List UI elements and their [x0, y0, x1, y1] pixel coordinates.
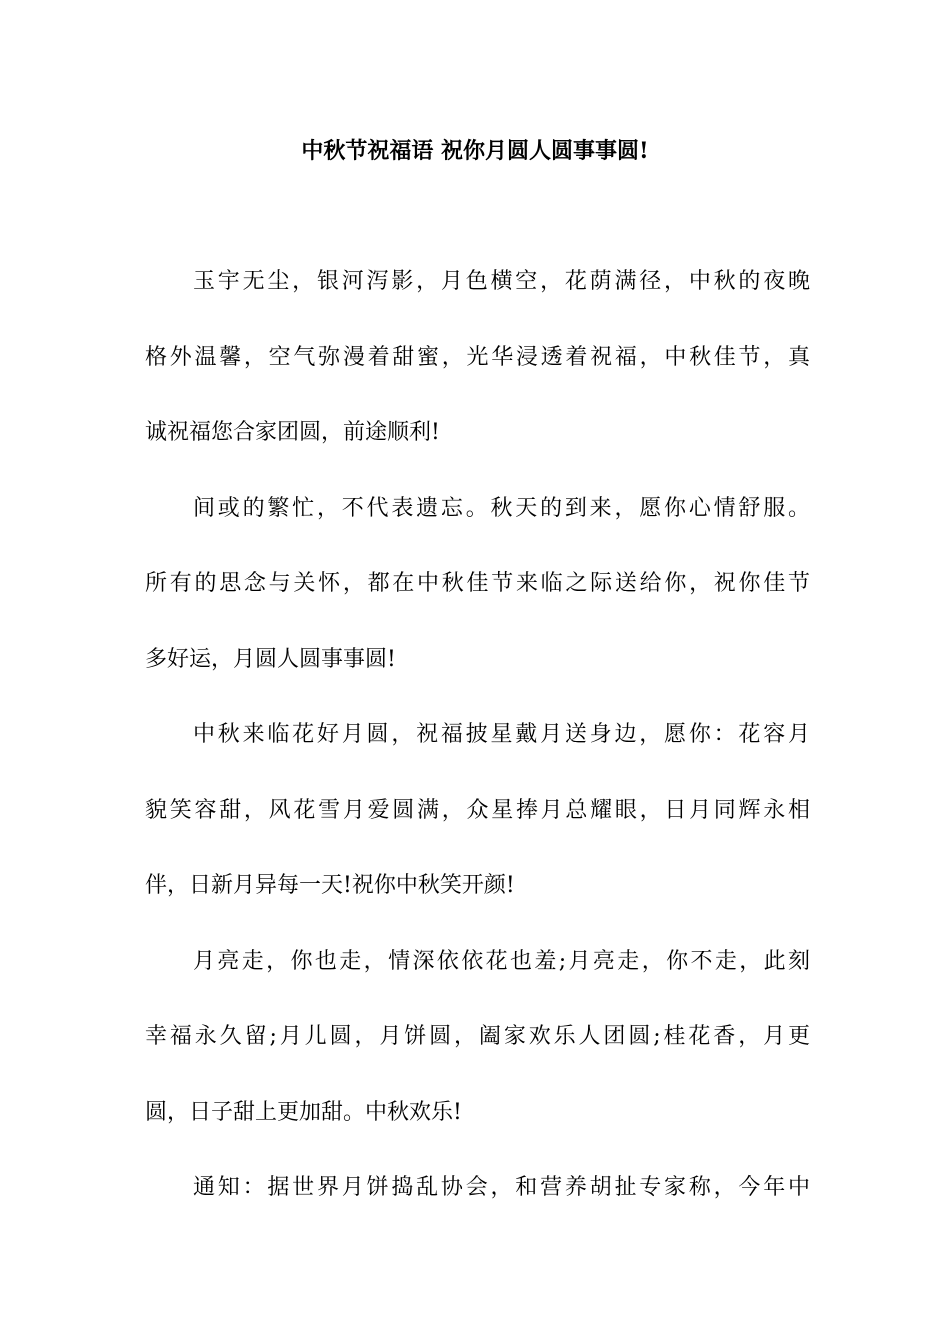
text-line: 幸福永久留;月儿圆，月饼圆，阖家欢乐人团圆;桂花香，月更: [145, 1024, 810, 1049]
paragraph-1: [145, 244, 810, 471]
text-line: 中秋来临花好月圆，祝福披星戴月送身边，愿你：花容月: [193, 722, 810, 747]
text-line: 玉宇无尘，银河泻影，月色横空，花荫满径，中秋的夜晚: [193, 269, 810, 294]
text-line: 圆，日子甜上更加甜。中秋欢乐!: [145, 1099, 462, 1125]
document-body: [145, 244, 810, 1226]
document-title: 中秋节祝福语 祝你月圆人圆事事圆!: [301, 138, 649, 164]
text-line: 伴，日新月异每一天!祝你中秋笑开颜!: [145, 873, 515, 898]
text-line: 貌笑容甜，风花雪月爱圆满，众星捧月总耀眼，日月同辉永相: [145, 797, 810, 823]
paragraph-2: [145, 471, 810, 698]
text-line: 间或的繁忙，不代表遗忘。秋天的到来，愿你心情舒服。: [193, 495, 810, 521]
text-line: 诚祝福您合家团圆，前途顺利!: [145, 420, 440, 445]
text-line: 多好运，月圆人圆事事圆!: [145, 646, 396, 672]
text-line: 格外温馨，空气弥漫着甜蜜，光华浸透着祝福，中秋佳节，真: [145, 344, 810, 370]
text-line: 通知：据世界月饼捣乱协会，和营养胡扯专家称，今年中: [193, 1175, 810, 1200]
paragraph-4: [145, 924, 810, 1151]
text-line: 所有的思念与关怀，都在中秋佳节来临之际送给你，祝你佳节: [145, 571, 810, 596]
paragraph-5: [145, 1150, 810, 1226]
text-line: 月亮走，你也走，情深依依花也羞;月亮走，你不走，此刻: [193, 948, 810, 974]
paragraph-3: [145, 697, 810, 924]
